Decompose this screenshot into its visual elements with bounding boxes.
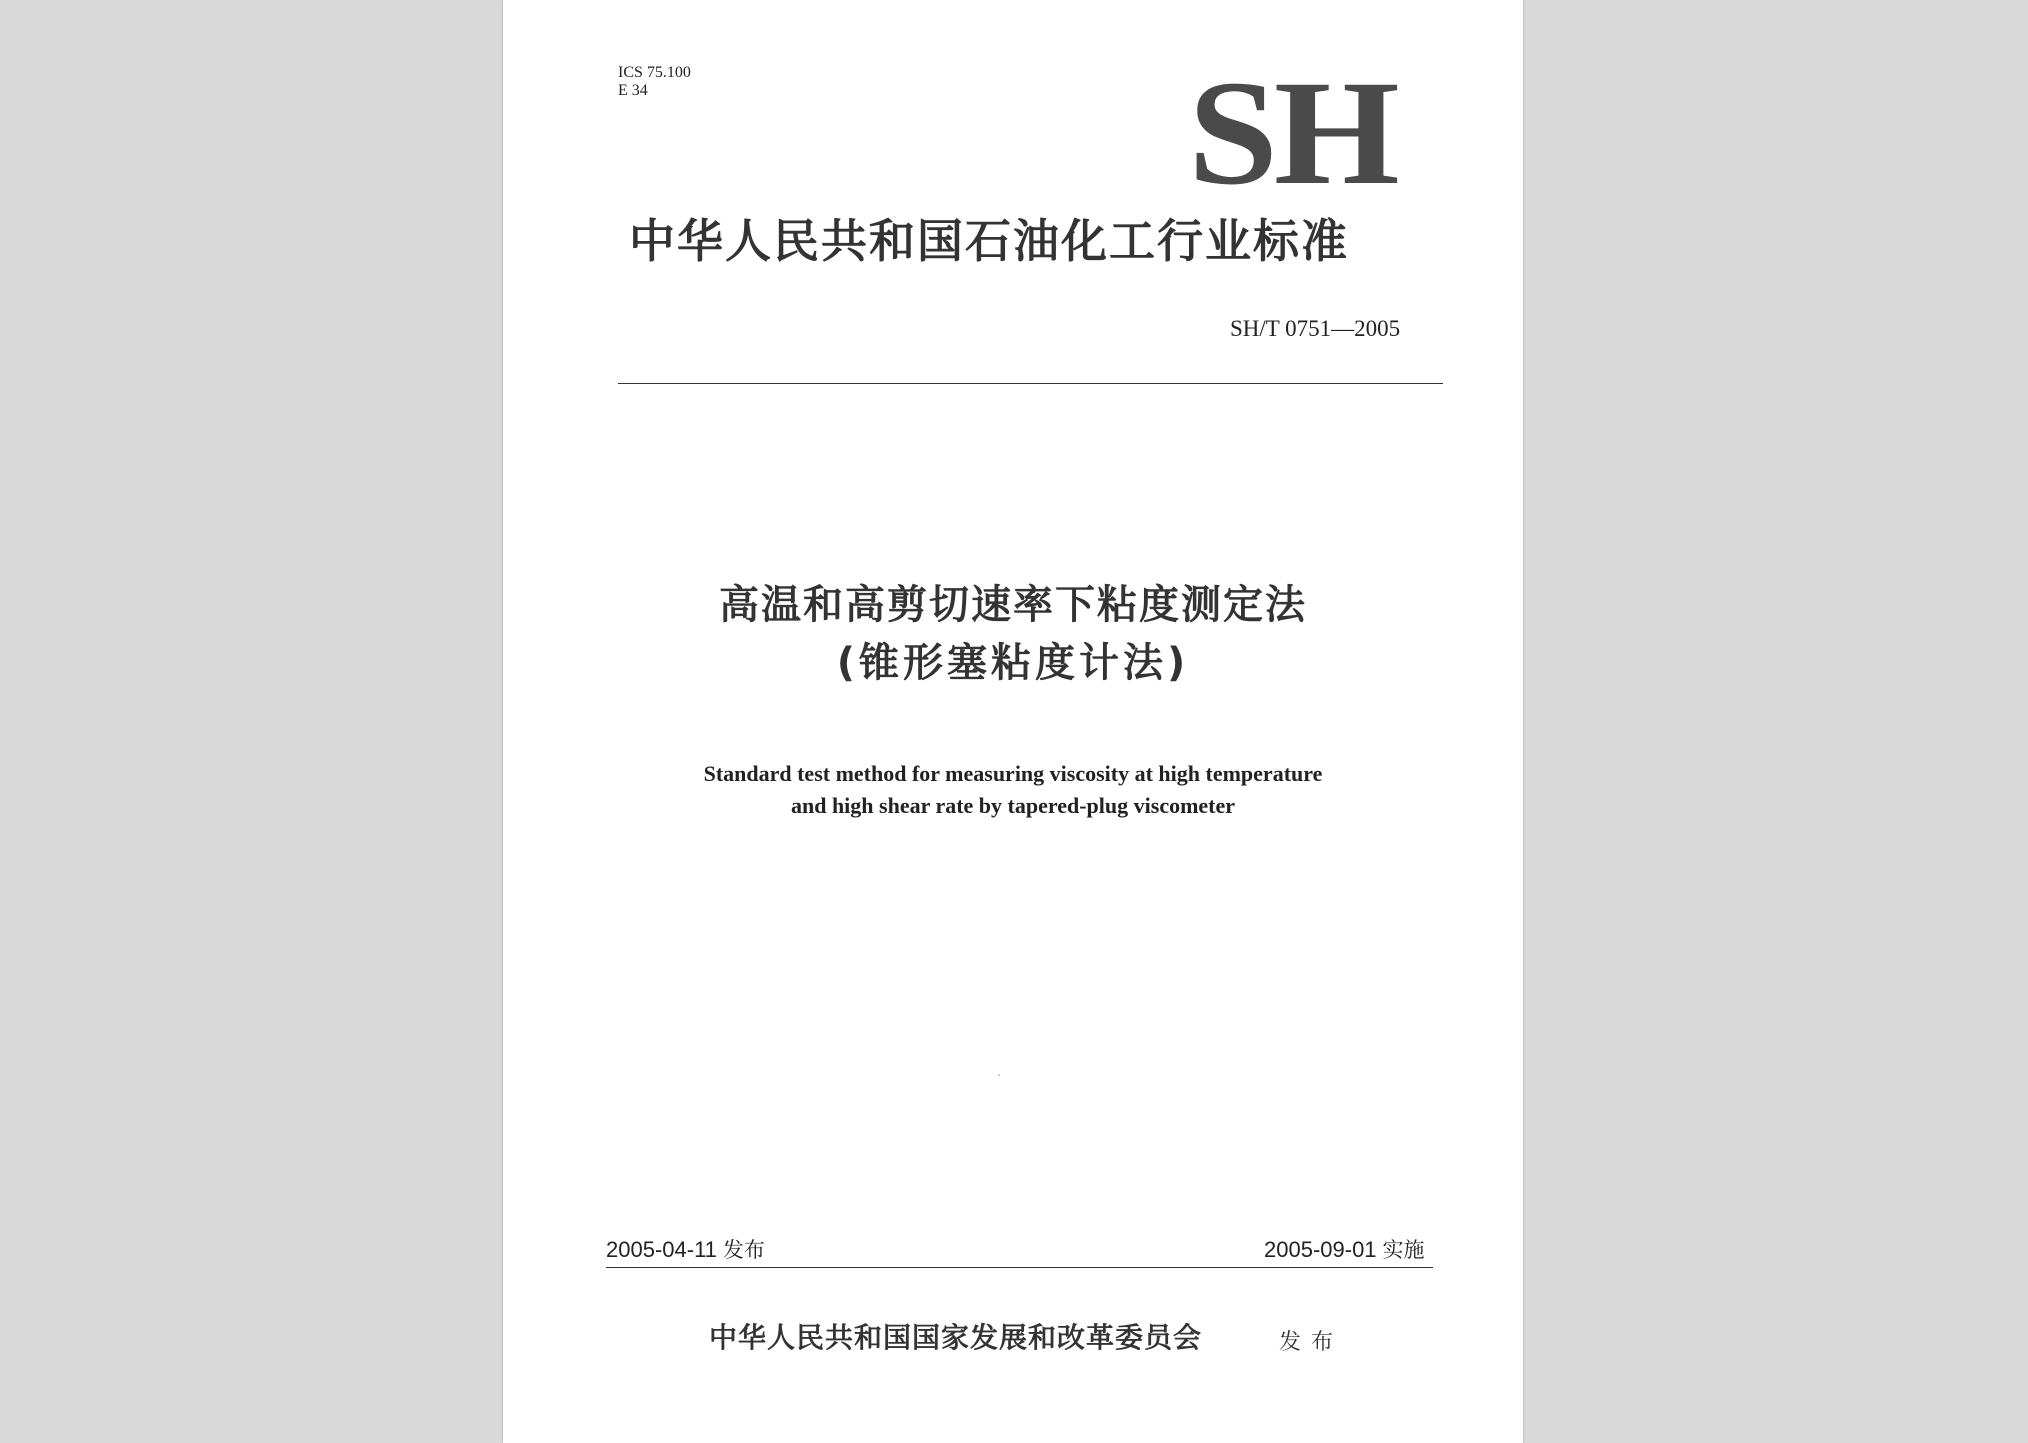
classification-codes — [618, 64, 691, 100]
class-code: E 34 — [618, 82, 648, 99]
publish-label: 发布 — [1279, 1330, 1344, 1355]
industry-standard-title: 中华人民共和国石油化工行业标准 — [629, 214, 1349, 268]
header-divider — [618, 383, 1443, 384]
footer-divider — [606, 1267, 1433, 1268]
document-page — [503, 0, 1523, 1443]
chinese-title-line2: (锥形塞粘度计法) — [836, 640, 1190, 686]
chinese-title-line1: 高温和高剪切速率下粘度测定法 — [719, 582, 1307, 628]
english-title-line2: and high shear rate by tapered-plug viscometer — [790, 793, 1236, 818]
scan-speck — [998, 1074, 1000, 1076]
publisher-name: 中华人民共和国国家发展和改革委员会 — [709, 1321, 1203, 1354]
standard-number: SH/T 0751—2005 — [1230, 316, 1401, 341]
sh-logo: SH — [1188, 50, 1396, 216]
implement-date: 2005-09-01 — [1264, 1237, 1377, 1262]
implement-label: 实施 — [1382, 1238, 1425, 1262]
issue-label: 发布 — [722, 1238, 765, 1262]
issue-date: 2005-04-11 — [606, 1237, 717, 1262]
ics-code: ICS 75.100 — [618, 64, 691, 81]
english-title-line1: Standard test method for measuring viscosity at high temperature — [703, 761, 1323, 786]
issue-date-line — [606, 1234, 765, 1264]
implement-date-line — [1264, 1234, 1425, 1264]
